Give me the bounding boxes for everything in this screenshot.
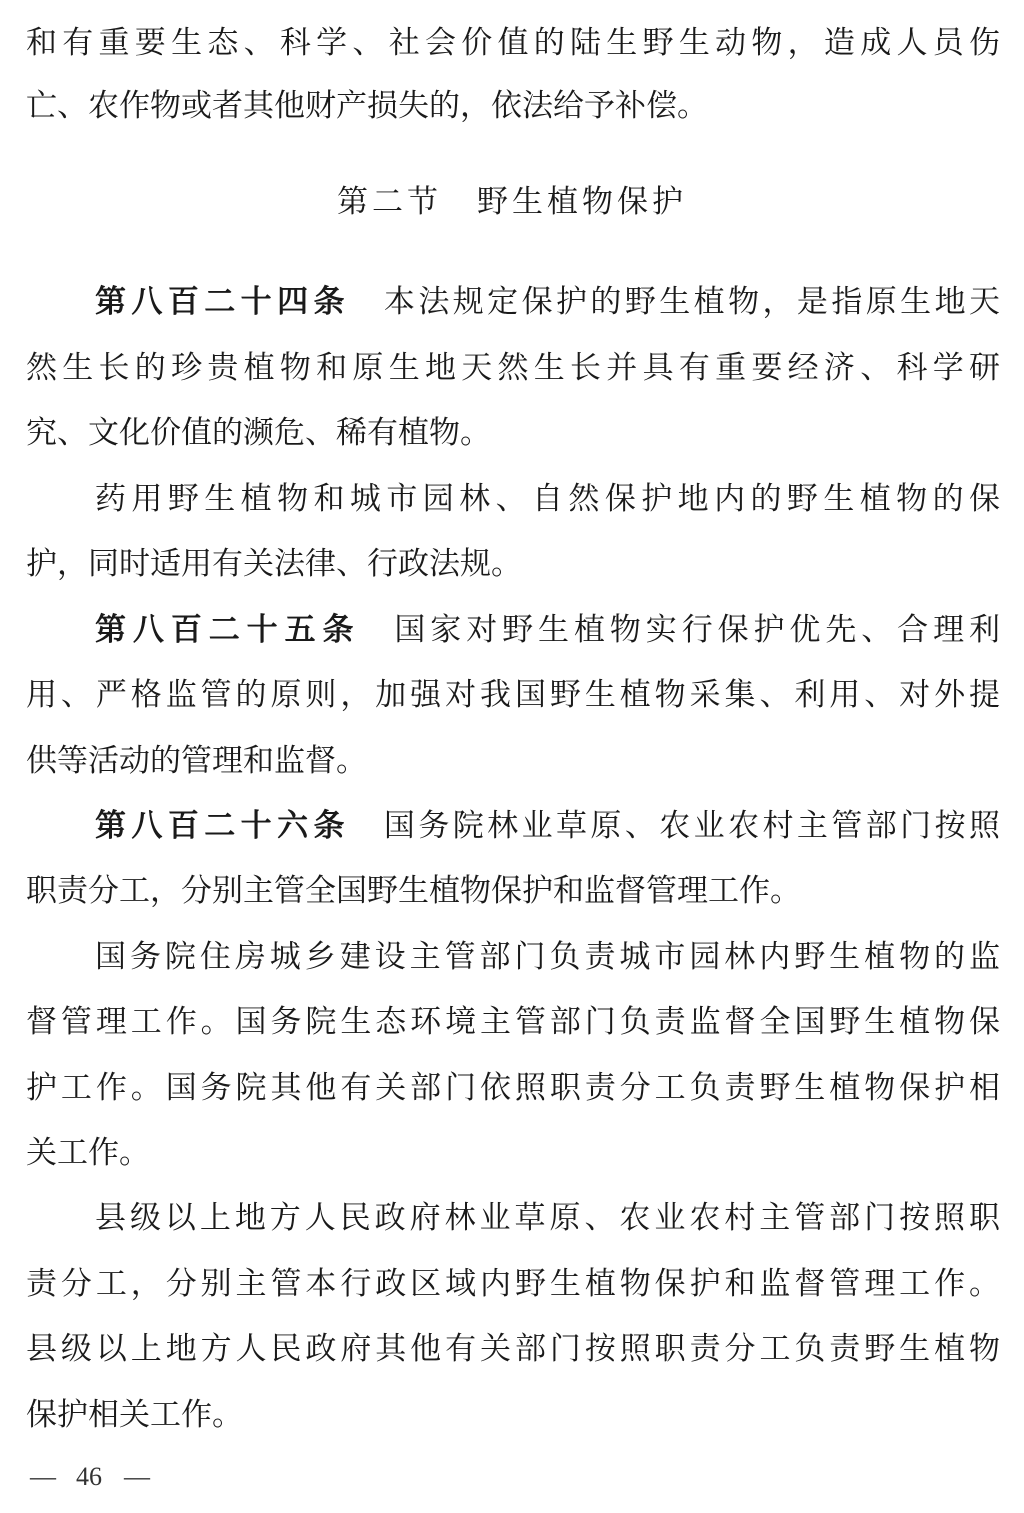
article-825-first-line	[95, 610, 1000, 650]
text-line: 和有重要生态、科学、社会价值的陆生野生动物，造成人员伤	[26, 25, 1000, 61]
paragraph-first-line: 国务院住房城乡建设主管部门负责城市园林内野生植物的监	[95, 939, 1000, 975]
text-line: 督管理工作。国务院生态环境主管部门负责监督全国野生植物保	[26, 1004, 1000, 1040]
text-line: 护，同时适用有关法律、行政法规。	[26, 546, 522, 582]
paragraph-first-line: 县级以上地方人民政府林业草原、农业农村主管部门按照职	[95, 1200, 1000, 1236]
paragraph-first-line: 药用野生植物和城市园林、自然保护地内的野生植物的保	[95, 481, 1000, 517]
text-line: 保护相关工作。	[26, 1397, 243, 1433]
text-line: 供等活动的管理和监督。	[26, 743, 367, 779]
article-826-first-line	[95, 806, 1000, 846]
page-footer	[30, 1462, 148, 1492]
text-line: 职责分工，分别主管全国野生植物保护和监督管理工作。	[26, 873, 801, 909]
article-label: 第八百二十六条	[95, 808, 350, 844]
article-824-first-line	[95, 282, 1000, 322]
article-text: 国家对野生植物实行保护优先、合理利	[394, 612, 1000, 648]
text-line: 护工作。国务院其他有关部门依照职责分工负责野生植物保护相	[26, 1070, 1000, 1106]
text-line: 究、文化价值的濒危、稀有植物。	[26, 415, 491, 451]
section-heading: 第二节 野生植物保护	[337, 184, 687, 220]
text-line: 关工作。	[26, 1135, 150, 1171]
article-text: 国务院林业草原、农业农村主管部门按照	[383, 808, 1001, 844]
text-line: 责分工，分别主管本行政区域内野生植物保护和监督管理工作。	[26, 1266, 1000, 1302]
text-line: 用、严格监管的原则，加强对我国野生植物采集、利用、对外提	[26, 677, 1000, 713]
footer-dash-right: —	[124, 1462, 148, 1491]
text-line: 然生长的珍贵植物和原生地天然生长并具有重要经济、科学研	[26, 350, 1000, 386]
article-label: 第八百二十五条	[95, 612, 361, 648]
article-label: 第八百二十四条	[95, 284, 350, 320]
page-number: 46	[76, 1462, 102, 1491]
footer-dash-left: —	[30, 1462, 54, 1491]
text-line: 县级以上地方人民政府其他有关部门按照职责分工负责野生植物	[26, 1331, 1000, 1367]
text-line: 亡、农作物或者其他财产损失的，依法给予补偿。	[26, 88, 708, 124]
article-text: 本法规定保护的野生植物，是指原生地天	[383, 284, 1001, 320]
